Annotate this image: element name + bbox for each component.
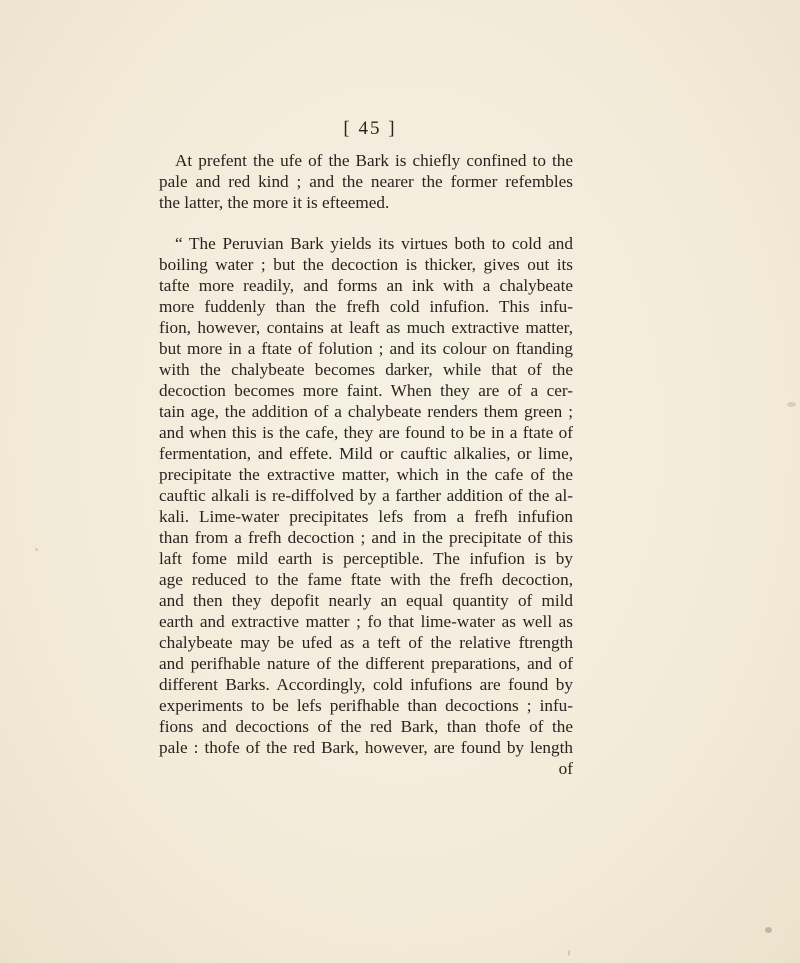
text-line: with the chalybeate becomes darker, while that of the [159, 360, 573, 379]
page-number: [ 45 ] [343, 118, 397, 139]
text-line: earth and extractive matter ; fo that lime-water as well as [159, 612, 573, 631]
text-line: kali. Lime-water precipitates lefs from a frefh infufion [159, 507, 573, 526]
paragraph [159, 150, 573, 213]
text-line: boiling water ; but the decoction is thicker, gives out its [159, 255, 573, 274]
text-line: more fuddenly than the frefh cold infufion. This infu- [159, 297, 573, 316]
text-line: tafte more readily, and forms an ink with a chalybeate [159, 276, 573, 295]
text-line: experiments to be lefs perifhable than decoctions ; infu- [159, 696, 573, 715]
text-line: At prefent the ufe of the Bark is chiefly confined to the [175, 151, 573, 170]
text-line: and when this is the cafe, they are found to be in a ftate of [159, 423, 573, 442]
text-line: “ The Peruvian Bark yields its virtues both to cold and [175, 234, 573, 253]
body-text [159, 150, 573, 779]
text-line: but more in a ftate of folution ; and its colour on ftanding [159, 339, 573, 358]
text-line: chalybeate may be ufed as a teft of the relative ftrength [159, 633, 573, 652]
text-line: age reduced to the fame ftate with the frefh decoction, [159, 570, 573, 589]
text-line: different Barks. Accordingly, cold infufions are found by [159, 675, 573, 694]
text-line: fermentation, and effete. Mild or cauftic alkalies, or lime, [159, 444, 573, 463]
text-line: fion, however, contains at leaft as much extractive matter, [159, 318, 573, 337]
text-line: pale : thofe of the red Bark, however, are found by length [159, 738, 573, 757]
text-line: and perifhable nature of the different preparations, and of [159, 654, 573, 673]
text-line: laft fome mild earth is perceptible. The infufion is by [159, 549, 573, 568]
text-line: the latter, the more it is efteemed. [159, 193, 390, 212]
text-line: than from a frefh decoction ; and in the precipitate of this [159, 528, 573, 547]
paper-speck [787, 402, 796, 407]
paper-speck [568, 950, 570, 956]
paper-speck [765, 927, 772, 933]
text-line: tain age, the addition of a chalybeate renders them green ; [159, 402, 573, 421]
text-line: pale and red kind ; and the nearer the former refembles [159, 172, 573, 191]
text-line: and then they depofit nearly an equal quantity of mild [159, 591, 573, 610]
paper-speck [35, 548, 38, 551]
text-line: decoction becomes more faint. When they are of a cer- [159, 381, 573, 400]
paragraph-gap [159, 213, 573, 233]
text-line: cauftic alkali is re-diffolved by a farther addition of the al- [159, 486, 573, 505]
paragraph [159, 233, 573, 758]
text-line: fions and decoctions of the red Bark, than thofe of the [159, 717, 573, 736]
text-line: precipitate the extractive matter, which in the cafe of the [159, 465, 573, 484]
catchword: of [558, 759, 573, 778]
